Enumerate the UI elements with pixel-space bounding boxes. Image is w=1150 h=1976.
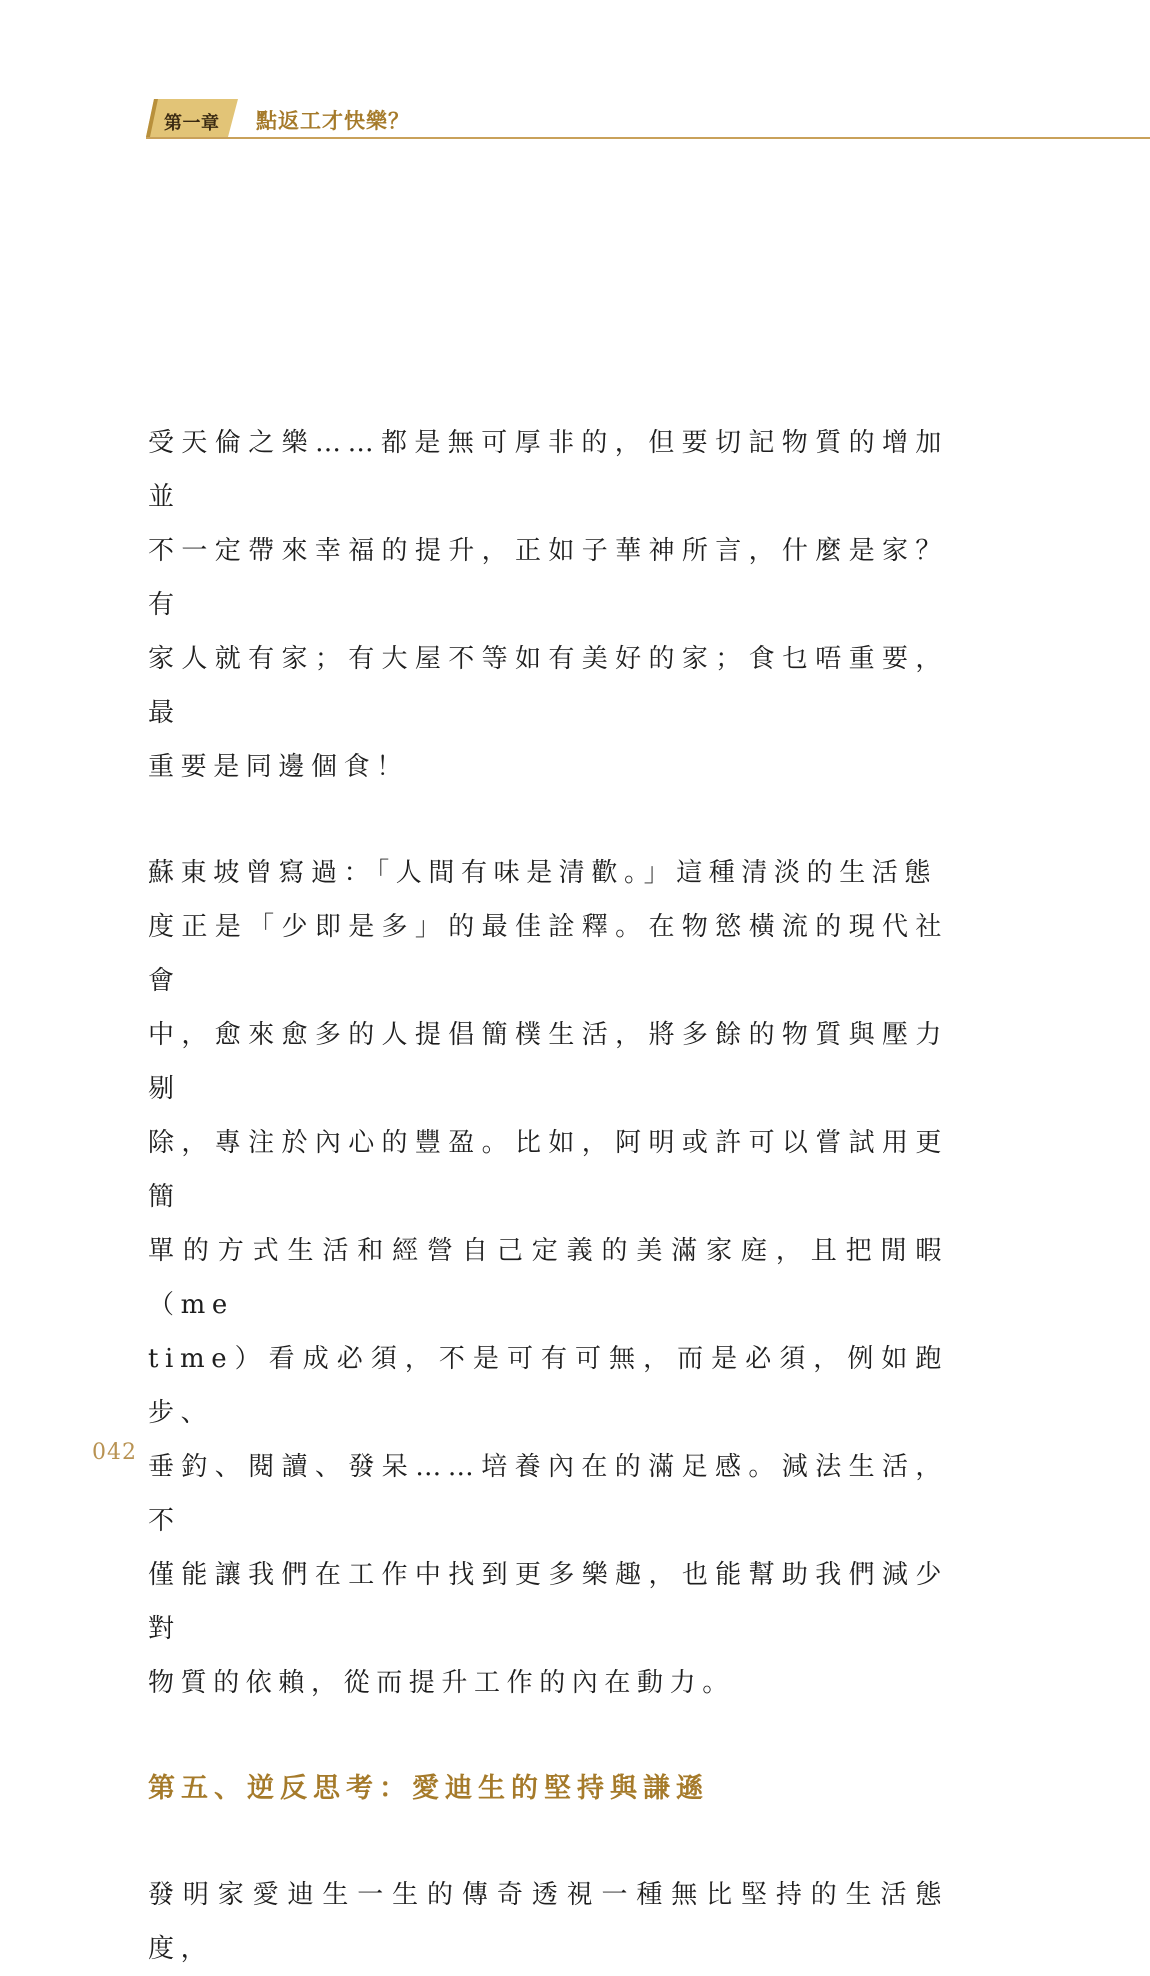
section-heading: 第五、逆反思考：愛迪生的堅持與謙遜 bbox=[148, 1773, 709, 1804]
chapter-label: 第一章 bbox=[164, 113, 220, 134]
running-header bbox=[146, 97, 1150, 139]
paragraph-gap bbox=[148, 1816, 948, 1868]
text-line: 發明家愛迪生一生的傳奇透視一種無比堅持的生活態度， bbox=[148, 1880, 948, 1964]
text-line: 單的方式生活和經營自己定義的美滿家庭，且把閒暇（me bbox=[148, 1236, 948, 1320]
text-line: 除，專注於內心的豐盈。比如，阿明或許可以嘗試用更簡 bbox=[148, 1128, 948, 1212]
chapter-title: 點返工才快樂？ bbox=[256, 109, 410, 133]
text-line: 物質的依賴，從而提升工作的內在動力。 bbox=[148, 1668, 735, 1698]
page-number: 042 bbox=[92, 1440, 137, 1465]
text-line: 不一定帶來幸福的提升，正如子華神所言，什麼是家？有 bbox=[148, 536, 948, 620]
text-line: 垂釣、閱讀、發呆……培養內在的滿足感。減法生活，不 bbox=[148, 1452, 948, 1536]
text-line: 中，愈來愈多的人提倡簡樸生活，將多餘的物質與壓力剔 bbox=[148, 1020, 948, 1104]
text-line: 度正是「少即是多」的最佳詮釋。在物慾橫流的現代社會 bbox=[148, 912, 948, 996]
paragraph-1 bbox=[148, 416, 948, 794]
paragraph-3 bbox=[148, 1868, 948, 1976]
paragraph-gap bbox=[148, 1710, 948, 1762]
page-body bbox=[148, 416, 948, 1976]
text-line: time）看成必須，不是可有可無，而是必須，例如跑步、 bbox=[148, 1344, 948, 1428]
text-line: 僅能讓我們在工作中找到更多樂趣，也能幫助我們減少對 bbox=[148, 1560, 948, 1644]
paragraph-gap bbox=[148, 794, 948, 846]
header-rule bbox=[146, 137, 1150, 139]
text-line: 家人就有家；有大屋不等如有美好的家；食乜唔重要，最 bbox=[148, 644, 948, 728]
text-line: 蘇東坡曾寫過：「人間有味是清歡。」這種清淡的生活態 bbox=[148, 858, 938, 888]
paragraph-2 bbox=[148, 846, 948, 1710]
chapter-tab bbox=[146, 99, 238, 137]
text-line: 重要是同邊個食！ bbox=[148, 752, 409, 782]
text-line: 受天倫之樂……都是無可厚非的，但要切記物質的增加並 bbox=[148, 428, 948, 512]
